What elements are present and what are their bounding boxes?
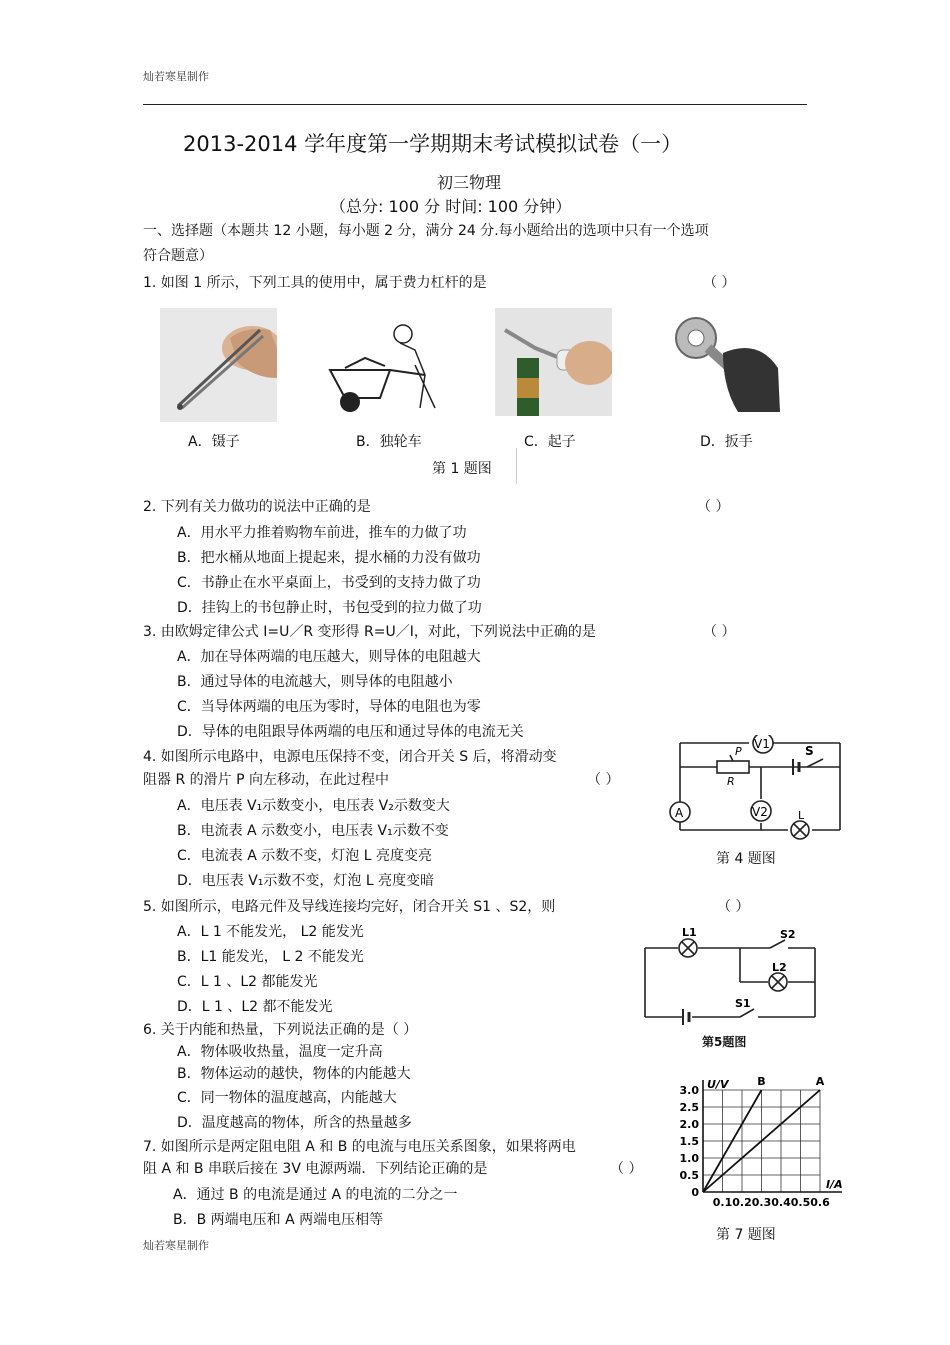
- q2-option-d: D．挂钩上的书包静止时，书包受到的拉力做了功: [177, 600, 482, 616]
- q6-option-a: A．物体吸收热量，温度一定升高: [177, 1044, 383, 1060]
- exam-title: 2013-2014 学年度第一学期期末考试模拟试卷（一）: [183, 132, 683, 156]
- q5-paren: （ ）: [717, 899, 750, 915]
- q5-caption: 第5题图: [702, 1035, 747, 1049]
- chart-y-tick-label: 2.0: [679, 1118, 699, 1131]
- q4-label-l: L: [798, 809, 805, 822]
- q7-stem-line1: 7. 如图所示是两定阻电阻 A 和 B 的电流与电压关系图象，如果将两电: [143, 1139, 576, 1155]
- q5-option-d: D．L 1 、L2 都不能发光: [177, 999, 333, 1015]
- q4-option-a: A．电压表 V₁示数变小，电压表 V₂示数变大: [177, 798, 450, 814]
- header-rule: [143, 104, 807, 105]
- q2-option-a: A．用水平力推着购物车前进，推车的力做了功: [177, 525, 467, 541]
- q5-circuit-diagram: [640, 925, 825, 1025]
- q4-paren: （ ）: [587, 772, 620, 788]
- q2-option-c: C．书静止在水平桌面上，书受到的支持力做了功: [177, 575, 481, 591]
- q3-option-d: D．导体的电阻跟导体两端的电压和通过导体的电流无关: [177, 724, 524, 740]
- chart-x-tick-label: 0.3: [751, 1196, 772, 1209]
- q5-label-l1: L1: [682, 926, 697, 939]
- q4-caption: 第 4 题图: [716, 851, 776, 867]
- q7-caption: 第 7 题图: [716, 1227, 776, 1243]
- q4-option-b: B．电流表 A 示数变小，电压表 V₁示数不变: [177, 823, 449, 839]
- q7-paren: （ ）: [610, 1161, 643, 1177]
- q5-label-l2: L2: [772, 961, 787, 974]
- q6-option-b: B．物体运动的越快，物体的内能越大: [177, 1066, 411, 1082]
- chart-y-tick-label: 1.5: [679, 1135, 699, 1148]
- q4-label-v2: V2: [752, 805, 768, 819]
- chart-series-label-b: B: [757, 1075, 766, 1088]
- q7-option-b: B．B 两端电压和 A 两端电压相等: [173, 1212, 384, 1228]
- q2-option-b: B．把水桶从地面上提起来，提水桶的力没有做功: [177, 550, 481, 566]
- q2-stem: 2. 下列有关力做功的说法中正确的是: [143, 499, 371, 515]
- q4-stem-line2: 阻器 R 的滑片 P 向左移动，在此过程中: [143, 772, 389, 788]
- q5-label-s2: S2: [780, 928, 796, 941]
- section1-line1: 一、选择题（本题共 12 小题，每小题 2 分，满分 24 分.每小题给出的选项中只有一个选项: [143, 223, 709, 239]
- q1-option-b: B．独轮车: [356, 434, 422, 450]
- q3-option-b: B．通过导体的电流越大，则导体的电阻越小: [177, 674, 453, 690]
- q4-option-c: C．电流表 A 示数不变，灯泡 L 亮度变亮: [177, 848, 432, 864]
- chart-y-tick-label: 1.0: [679, 1152, 699, 1165]
- q1-caption-divider: [516, 448, 517, 484]
- chart-x-tick-label: 0.6: [810, 1196, 830, 1209]
- q1-stem: 1. 如图 1 所示，下列工具的使用中，属于费力杠杆的是: [143, 275, 487, 291]
- q1-option-a: A．镊子: [188, 434, 240, 450]
- q7-stem-line2: 阻 A 和 B 串联后接在 3V 电源两端．下列结论正确的是: [143, 1161, 488, 1177]
- q3-option-a: A．加在导体两端的电压越大，则导体的电阻越大: [177, 649, 481, 665]
- q4-label-s: S: [805, 744, 814, 758]
- section1-line2: 符合题意）: [143, 248, 213, 264]
- chart-y-tick-label: 0: [691, 1186, 699, 1199]
- q4-label-a: A: [675, 806, 684, 820]
- q5-option-a: A．L 1 不能发光， L2 能发光: [177, 924, 364, 940]
- wrench-picture: [668, 308, 780, 412]
- chart-y-axis-label: U/V: [707, 1078, 729, 1091]
- q4-circuit-diagram: [665, 735, 845, 847]
- q5-option-c: C．L 1 、L2 都能发光: [177, 974, 318, 990]
- chart-x-tick-label: 0.4: [771, 1196, 791, 1209]
- q3-paren: （ ）: [703, 624, 736, 640]
- footer-brand: 灿若寒星制作: [143, 1239, 209, 1252]
- chart-x-tick-label: 0.2: [732, 1196, 752, 1209]
- q4-label-v1: V1: [754, 737, 770, 751]
- chart-x-tick-label: 0.5: [790, 1196, 811, 1209]
- q4-stem-line1: 4. 如图所示电路中，电源电压保持不变，闭合开关 S 后，将滑动变: [143, 749, 557, 765]
- chart-series-label-a: A: [815, 1075, 825, 1088]
- q1-option-d: D．扳手: [700, 434, 753, 450]
- tweezers-picture: [160, 308, 277, 422]
- chart-y-tick-label: 2.5: [679, 1101, 699, 1114]
- q1-option-c: C．起子: [524, 434, 576, 450]
- bottle-opener-picture: [495, 308, 612, 416]
- q5-label-s1: S1: [735, 997, 751, 1010]
- q1-paren: （ ）: [703, 275, 736, 291]
- q4-label-r: R: [727, 775, 735, 788]
- score-time: （总分: 100 分 时间: 100 分钟）: [330, 197, 572, 216]
- header-brand: 灿若寒星制作: [143, 70, 209, 83]
- chart-y-tick-label: 3.0: [679, 1084, 699, 1097]
- q2-paren: （ ）: [697, 499, 730, 515]
- chart-x-tick-label: 0.1: [712, 1196, 733, 1209]
- q3-option-c: C．当导体两端的电压为零时，导体的电阻也为零: [177, 699, 481, 715]
- q7-chart: [670, 1062, 860, 1212]
- q3-stem: 3. 由欧姆定律公式 I=U／R 变形得 R=U／I，对此，下列说法中正确的是: [143, 624, 596, 640]
- exam-subject: 初三物理: [437, 173, 502, 192]
- q4-label-p: P: [735, 745, 742, 758]
- wheelbarrow-picture: [325, 320, 450, 415]
- q4-option-d: D．电压表 V₁示数不变，灯泡 L 亮度变暗: [177, 873, 435, 889]
- chart-x-axis-label: I/A: [826, 1178, 843, 1191]
- q5-option-b: B．L1 能发光， L 2 不能发光: [177, 949, 364, 965]
- q5-stem: 5. 如图所示，电路元件及导线连接均完好，闭合开关 S1 、S2，则: [143, 899, 556, 915]
- q7-option-a: A．通过 B 的电流是通过 A 的电流的二分之一: [173, 1187, 458, 1203]
- q6-option-d: D．温度越高的物体，所含的热量越多: [177, 1115, 412, 1131]
- q6-stem: 6. 关于内能和热量，下列说法正确的是（ ）: [143, 1022, 418, 1038]
- chart-y-tick-label: 0.5: [679, 1169, 699, 1182]
- q1-caption: 第 1 题图: [432, 461, 492, 477]
- q6-option-c: C．同一物体的温度越高，内能越大: [177, 1090, 397, 1106]
